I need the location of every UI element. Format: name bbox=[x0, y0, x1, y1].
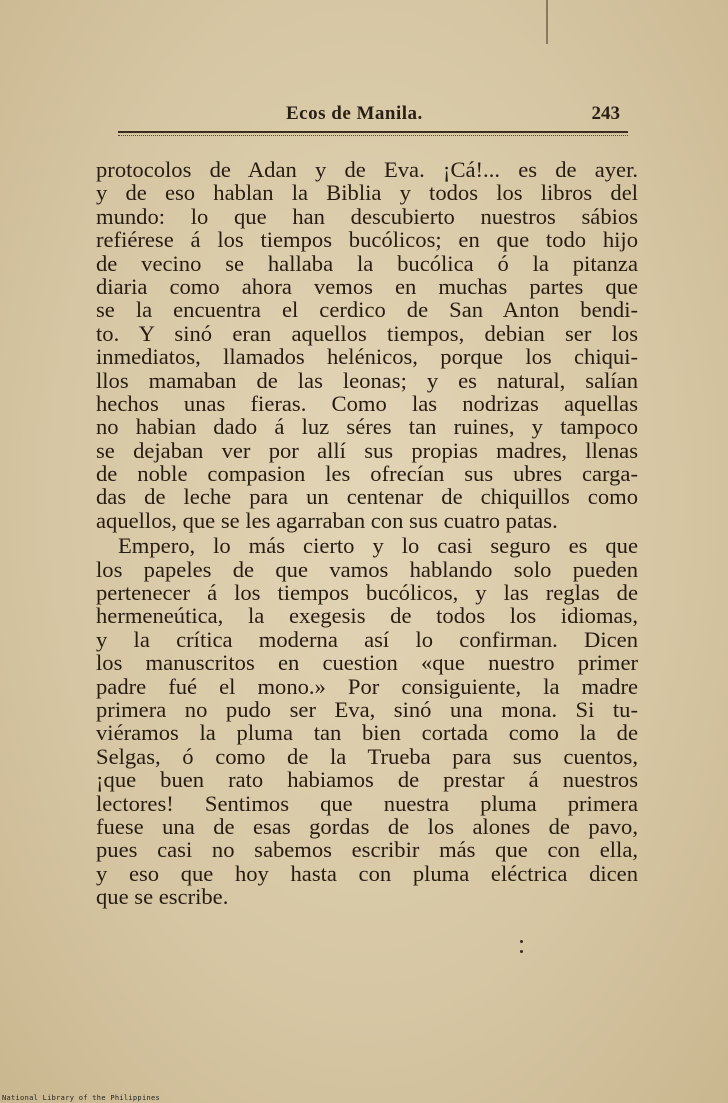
body-text bbox=[96, 158, 638, 909]
text-line: y la crítica moderna así lo confirman. Dicen bbox=[96, 626, 638, 652]
text-line: se la encuentra el cerdico de San Anton bendi- bbox=[96, 297, 638, 323]
text-line: de noble compasion les ofrecían sus ubres carga- bbox=[96, 461, 638, 487]
text-line: fuese una de esas gordas de los alones de pavo, bbox=[96, 813, 638, 839]
text-line: los papeles de que vamos hablando solo pueden bbox=[96, 556, 638, 582]
text-line: lectores! Sentimos que nuestra pluma primera bbox=[96, 790, 638, 816]
text-line: no habian dado á luz séres tan ruines, y tampoco bbox=[96, 414, 638, 440]
text-line: to. Y sinó eran aquellos tiempos, debian ser los bbox=[96, 320, 638, 346]
header-rule-dotted bbox=[118, 135, 628, 136]
page-header bbox=[100, 103, 630, 131]
ink-dot bbox=[520, 950, 523, 953]
text-line: protocolos de Adan y de Eva. ¡Cá!... es de ayer. bbox=[96, 157, 638, 182]
text-line: y eso que hoy hasta con pluma eléctrica dicen bbox=[96, 860, 638, 886]
text-line: los manuscritos en cuestion «que nuestro primer bbox=[96, 650, 638, 676]
text-line: Selgas, ó como de la Trueba para sus cuentos, bbox=[96, 743, 638, 769]
text-line: primera no pudo ser Eva, sinó una mona. Si tu- bbox=[96, 696, 638, 722]
running-title: Ecos de Manila. bbox=[286, 103, 423, 124]
header-rule bbox=[118, 131, 628, 133]
text-line: padre fué el mono.» Por consiguiente, la madre bbox=[96, 673, 638, 699]
text-line: mundo: lo que han descubierto nuestros sábios bbox=[96, 203, 638, 229]
ink-dot bbox=[520, 940, 523, 943]
text-line: se dejaban ver por allí sus propias madres, llenas bbox=[96, 437, 638, 463]
text-line: refiérese á los tiempos bucólicos; en que todo hijo bbox=[96, 227, 638, 253]
text-line: diaria como ahora vemos en muchas partes que bbox=[96, 273, 638, 299]
paper-stain bbox=[546, 0, 548, 44]
text-line: inmediatos, llamados helénicos, porque los chiqui- bbox=[96, 344, 638, 370]
page-number: 243 bbox=[591, 103, 620, 124]
text-line: llos mamaban de las leonas; y es natural, salían bbox=[96, 367, 638, 393]
text-line: de vecino se hallaba la bucólica ó la pitanza bbox=[96, 250, 638, 276]
text-line: aquellos, que se les agarraban con sus cuatro patas. bbox=[96, 507, 558, 533]
text-line: das de leche para un centenar de chiquillos como bbox=[96, 484, 638, 510]
text-line: y de eso hablan la Biblia y todos los libros del bbox=[96, 180, 638, 206]
footer-credit: National Library of the Philippines bbox=[2, 1094, 161, 1102]
text-line: Empero, lo más cierto y lo casi seguro es que bbox=[118, 533, 638, 559]
text-line: ¡que buen rato habiamos de prestar á nuestros bbox=[96, 767, 638, 793]
text-line: hechos unas fieras. Como las nodrizas aquellas bbox=[96, 390, 638, 416]
text-line: pues casi no sabemos escribir más que con ella, bbox=[96, 837, 638, 863]
text-line: hermeneútica, la exegesis de todos los idiomas, bbox=[96, 603, 638, 629]
text-line: viéramos la pluma tan bien cortada como la de bbox=[96, 720, 638, 746]
text-line: pertenecer á los tiempos bucólicos, y las reglas de bbox=[96, 580, 638, 606]
text-line: que se escribe. bbox=[96, 884, 229, 910]
